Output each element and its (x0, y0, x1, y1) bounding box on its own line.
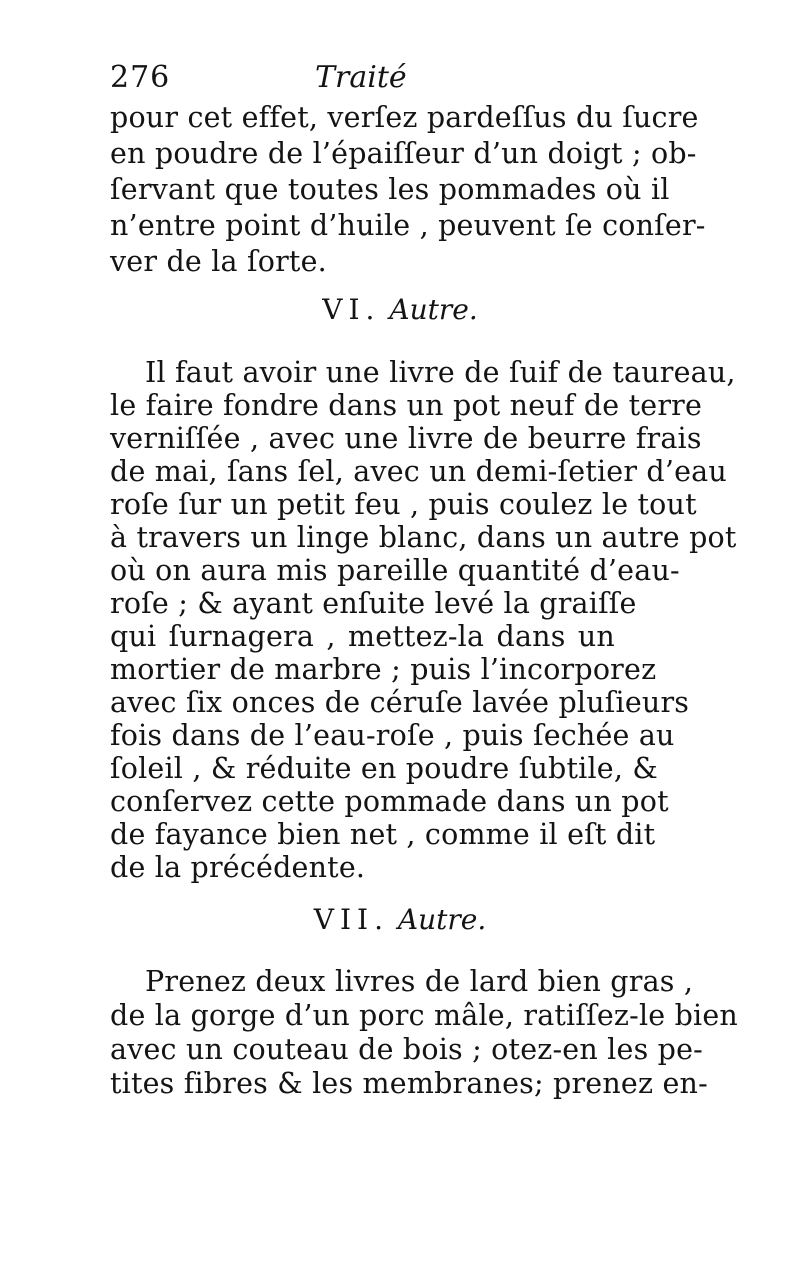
text-line: de la précédente. (110, 851, 366, 884)
text-line: ver de la ſorte. (110, 245, 327, 278)
text-line: conſervez cette pommade dans un pot (110, 785, 669, 818)
section-title: Autre. (389, 293, 478, 326)
text-line: fois dans de l’eau-roſe , puis ſechée au (110, 719, 675, 752)
text-line: ſoleil , & réduite en poudre ſubtile, & (110, 752, 658, 785)
text-line: qui ſurnagera , mettez-la dans un (110, 620, 615, 653)
text-line: roſe ſur un petit feu , puis coulez le tout (110, 488, 697, 521)
running-title: Traité (315, 60, 407, 95)
section-heading-vii (0, 900, 800, 940)
text-line: Prenez deux livres de lard bien gras , (145, 965, 694, 998)
page-number: 276 (110, 60, 171, 95)
text-line: Il faut avoir une livre de ſuif de taureau, (145, 356, 736, 389)
text-line: à travers un linge blanc, dans un autre pot (110, 521, 737, 554)
text-line: n’entre point d’huile , peuvent ſe conſer- (110, 209, 706, 242)
text-line: mortier de marbre ; puis l’incorporez (110, 653, 657, 686)
text-line: où on aura mis pareille quantité d’eau- (110, 554, 680, 587)
text-line: avec un couteau de bois ; otez-en les pe- (110, 1033, 703, 1066)
text-line: le faire fondre dans un pot neuf de terre (110, 389, 703, 422)
text-line: en poudre de l’épaiſſeur d’un doigt ; ob- (110, 137, 697, 170)
text-line: ſervant que toutes les pommades où il (110, 173, 670, 206)
text-line: tites fibres & les membranes; prenez en- (110, 1067, 708, 1100)
section-numeral: VI. (322, 293, 381, 326)
text-line: de la gorge d’un porc mâle, ratiſſez-le bien (110, 999, 738, 1032)
text-line: de mai, ſans ſel, avec un demi-ſetier d’eau (110, 455, 727, 488)
section-heading-vi (0, 290, 800, 330)
section-title: Autre. (397, 903, 487, 936)
page-header (110, 60, 620, 102)
text-line: verniſſée , avec une livre de beurre frais (110, 422, 702, 455)
text-line: avec ſix onces de céruſe lavée pluſieurs (110, 686, 690, 719)
text-line: roſe ; & ayant enſuite levé la graiſſe (110, 587, 637, 620)
section-numeral: VII. (313, 903, 389, 936)
text-line: de fayance bien net , comme il eſt dit (110, 818, 656, 851)
text-line: pour cet effet, verſez pardeſſus du ſucre (110, 101, 699, 134)
